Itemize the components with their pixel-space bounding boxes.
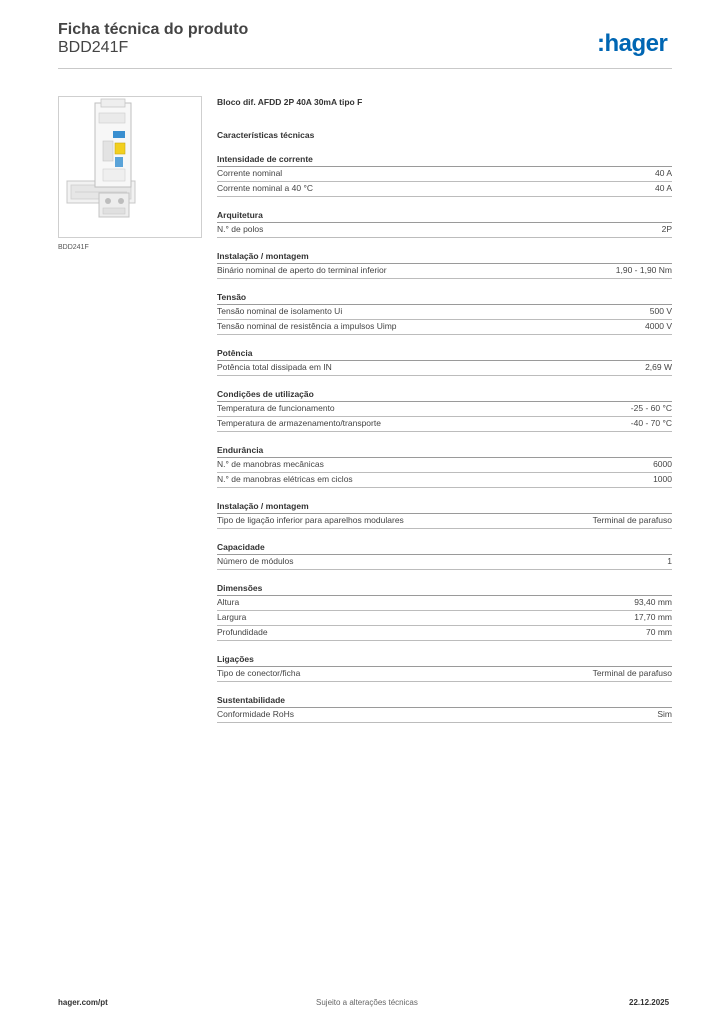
- spec-group-title: Condições de utilização: [217, 388, 672, 402]
- spec-group: [217, 209, 672, 238]
- spec-group-title: Instalação / montagem: [217, 500, 672, 514]
- spec-row: [217, 223, 672, 238]
- spec-row: [217, 167, 672, 182]
- spec-label: Conformidade RoHs: [217, 709, 295, 719]
- spec-label: Tensão nominal de isolamento Ui: [217, 306, 343, 316]
- spec-label: Largura: [217, 612, 247, 622]
- page-title: Ficha técnica do produto: [58, 21, 249, 38]
- spec-label: Potência total dissipada em IN: [217, 362, 332, 372]
- spec-group-title: Tensão: [217, 291, 672, 305]
- spec-group-title: Ligações: [217, 653, 672, 667]
- spec-label: Altura: [217, 597, 240, 607]
- spec-group-title: Intensidade de corrente: [217, 153, 672, 167]
- spec-value: 2P: [661, 224, 672, 234]
- spec-label: Binário nominal de aperto do terminal inferior: [217, 265, 387, 275]
- spec-label: Temperatura de funcionamento: [217, 403, 335, 413]
- spec-label: Corrente nominal a 40 °C: [217, 183, 314, 193]
- spec-groups: [217, 153, 672, 723]
- spec-row: [217, 667, 672, 682]
- spec-value: Sim: [657, 709, 672, 719]
- spec-row: [217, 555, 672, 570]
- spec-value: 6000: [653, 459, 672, 469]
- spec-group-title: Arquitetura: [217, 209, 672, 223]
- spec-value: 40 A: [654, 183, 672, 193]
- spec-row: [217, 182, 672, 197]
- spec-label: Tensão nominal de resistência a impulsos Uimp: [217, 321, 397, 331]
- spec-group-title: Instalação / montagem: [217, 250, 672, 264]
- spec-group: [217, 541, 672, 570]
- spec-group-title: Capacidade: [217, 541, 672, 555]
- image-caption: BDD241F: [58, 244, 89, 251]
- spec-group: [217, 582, 672, 641]
- spec-row: [217, 708, 672, 723]
- spec-label: N.° de manobras mecânicas: [217, 459, 324, 469]
- spec-group: [217, 153, 672, 197]
- spec-row: [217, 473, 672, 488]
- spec-group: [217, 500, 672, 529]
- spec-label: N.° de manobras elétricas em ciclos: [217, 474, 353, 484]
- spec-group: [217, 291, 672, 335]
- spec-row: [217, 320, 672, 335]
- spec-row: [217, 458, 672, 473]
- spec-value: -40 - 70 °C: [630, 418, 672, 428]
- logo-text: :hager: [597, 30, 668, 57]
- spec-group: [217, 444, 672, 488]
- spec-group: [217, 347, 672, 376]
- spec-value: 93,40 mm: [634, 597, 672, 607]
- spec-value: 40 A: [654, 168, 672, 178]
- spec-row: [217, 514, 672, 529]
- spec-group: [217, 694, 672, 723]
- spec-label: Tipo de ligação inferior para aparelhos modulares: [217, 515, 404, 525]
- spec-row: [217, 361, 672, 376]
- spec-subtitle: Características técnicas: [217, 130, 315, 140]
- spec-group: [217, 388, 672, 432]
- spec-row: [217, 596, 672, 611]
- spec-row: [217, 417, 672, 432]
- spec-label: Tipo de conector/ficha: [217, 668, 301, 678]
- footer-note: Sujeito a alterações técnicas: [316, 998, 418, 1007]
- spec-label: Número de módulos: [217, 556, 294, 566]
- spec-group-title: Sustentabilidade: [217, 694, 672, 708]
- spec-label: N.° de polos: [217, 224, 264, 234]
- spec-group-title: Endurância: [217, 444, 672, 458]
- hager-logo: [596, 30, 674, 58]
- spec-value: 17,70 mm: [634, 612, 672, 622]
- spec-value: Terminal de parafuso: [592, 515, 672, 525]
- spec-row: [217, 264, 672, 279]
- spec-row: [217, 402, 672, 417]
- spec-value: 1000: [653, 474, 672, 484]
- product-image: [58, 96, 202, 238]
- spec-value: 500 V: [649, 306, 672, 316]
- spec-value: 4000 V: [645, 321, 672, 331]
- spec-value: -25 - 60 °C: [630, 403, 672, 413]
- spec-label: Profundidade: [217, 627, 268, 637]
- footer-url[interactable]: hager.com/pt: [58, 998, 108, 1007]
- spec-row: [217, 305, 672, 320]
- spec-label: Corrente nominal: [217, 168, 283, 178]
- footer-date: 22.12.2025: [629, 998, 670, 1007]
- spec-group: [217, 653, 672, 682]
- spec-row: [217, 611, 672, 626]
- spec-group: [217, 250, 672, 279]
- spec-row: [217, 626, 672, 641]
- spec-value: 1,90 - 1,90 Nm: [615, 265, 672, 275]
- spec-section: [217, 92, 672, 723]
- spec-group-title: Dimensões: [217, 582, 672, 596]
- spec-group-title: Potência: [217, 347, 672, 361]
- product-code: BDD241F: [58, 39, 129, 56]
- spec-value: 70 mm: [646, 627, 672, 637]
- spec-value: 2,69 W: [645, 362, 672, 372]
- spec-label: Temperatura de armazenamento/transporte: [217, 418, 381, 428]
- header-divider: [58, 68, 672, 69]
- product-title: Bloco dif. AFDD 2P 40A 30mA tipo F: [217, 97, 363, 107]
- spec-value: Terminal de parafuso: [592, 668, 672, 678]
- spec-value: 1: [667, 556, 672, 566]
